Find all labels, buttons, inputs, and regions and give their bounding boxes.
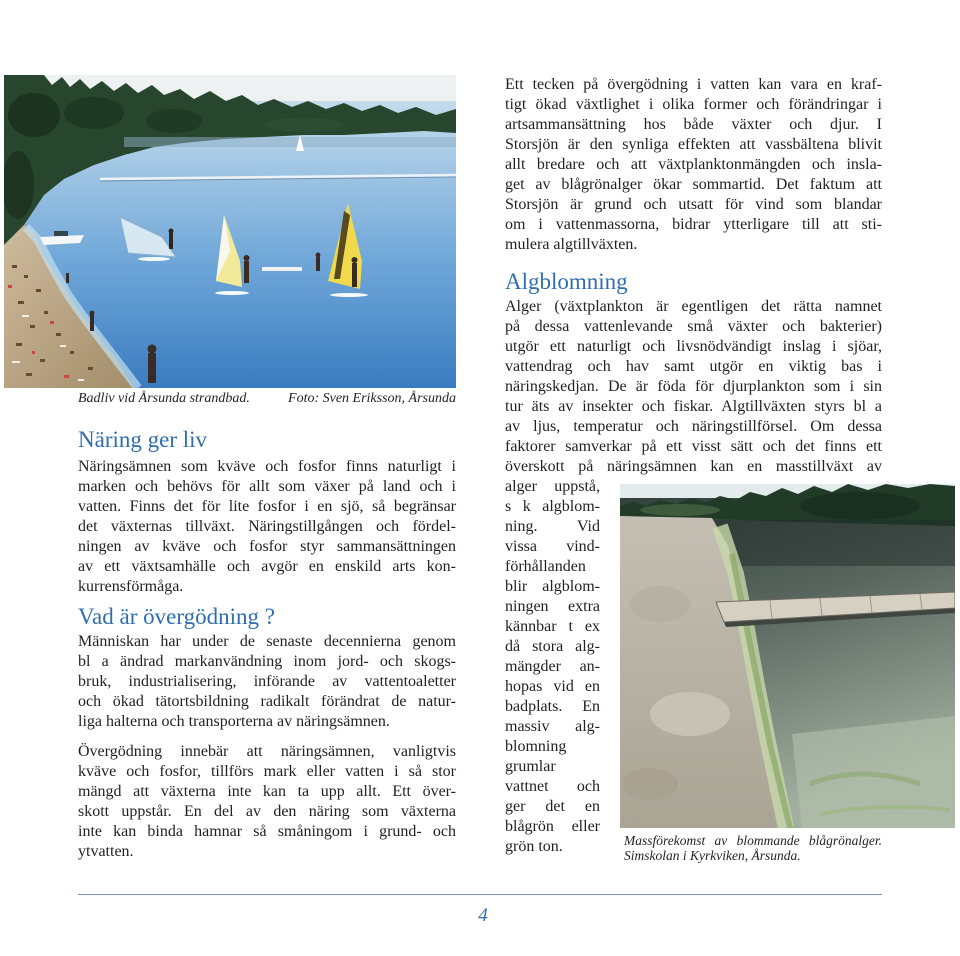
paragraph-intro	[505, 75, 882, 255]
text-line: mulera algtillväxten.	[505, 236, 638, 253]
text-line: ning. Vid	[505, 518, 600, 535]
text-line: förhållanden	[505, 558, 586, 575]
text-line: blir algblom-	[505, 578, 600, 595]
text-line: massiv alg-	[505, 718, 600, 735]
text-line: ytvatten.	[78, 843, 134, 860]
paragraph-overgodning-2	[78, 742, 456, 862]
paragraph-algblomning-narrow	[505, 477, 600, 857]
text-line: skott uppstår. En del av den näring som växterna	[78, 803, 456, 820]
text-line: vattnet och	[505, 778, 600, 795]
text-line: vattendrag och hav samt utgör en viktig bas i	[505, 358, 882, 375]
text-line: inte kan binda hamnar så småningom i grund- och	[78, 823, 456, 840]
heading-naring: Näring ger liv	[78, 427, 208, 452]
text-line: Ett tecken på övergödning i vatten kan vara en kraf-	[505, 76, 882, 93]
text-line: om i vattenmassorna, bidrar ytterligare till att sti-	[505, 216, 882, 233]
text-line: bruk, industrialisering, införande av vattentoaletter	[78, 673, 456, 690]
text-line: kväve och fosfor, tillförs mark eller vatten i så stor	[78, 763, 456, 780]
text-line: badplats. En	[505, 698, 600, 715]
text-line: alger uppstå,	[505, 478, 600, 495]
text-line: grumlar	[505, 758, 556, 775]
text-line: Människan har under de senaste decennierna genom	[78, 633, 456, 650]
text-line: av ett växtsamhälle och avgör en enskild arts kon-	[78, 558, 456, 575]
windsurfing-beach-photo	[4, 75, 456, 388]
text-line: bl a ändrad markanvändning inom jord- och skogs-	[78, 653, 456, 670]
paragraph-algblomning-wide	[505, 297, 882, 477]
text-line: näringskedjan. De är föda för djurplankton som i sin	[505, 378, 882, 395]
text-line: blomning	[505, 738, 567, 755]
paragraph-naring	[78, 457, 456, 597]
text-line: s k algblom-	[505, 498, 600, 515]
text-line: Näringsämnen som kväve och fosfor finns naturligt i	[78, 458, 456, 475]
top-photo-caption: Badliv vid Årsunda strandbad.	[78, 391, 250, 406]
paragraph-overgodning-1	[78, 632, 456, 732]
text-line: get av blågrönalger ökar sommartid. Det faktum att	[505, 176, 882, 193]
text-line: vissa vind-	[505, 538, 600, 555]
text-line: av ljus, temperatur och näringstillförsel. Om dessa	[505, 418, 882, 435]
heading-overgodning: Vad är övergödning ?	[78, 604, 275, 629]
text-line: Övergödning innebär att näringsämnen, vanligtvis	[78, 743, 456, 760]
photo-credit: Foto: Sven Eriksson, Årsunda	[288, 391, 456, 406]
floating-platform	[262, 267, 302, 271]
text-line: vatten. Finns det för lite fosfor i en sjö, så begränsar	[78, 498, 456, 515]
algae-bloom-photo	[620, 484, 955, 828]
text-line: mängd att växterna inte kan ta upp allt. Ett över-	[78, 783, 456, 800]
right-photo-caption-1: Massförekomst av blommande blågrönalger.	[624, 833, 882, 848]
text-line: blågrön eller	[505, 818, 600, 835]
text-line: hopas vid en	[505, 678, 600, 695]
text-line: mängder an-	[505, 658, 600, 675]
text-line: överskott på näringsämnen kan en masstillväxt av	[505, 458, 882, 475]
text-line: ningen av kväve och fosfor styr sammansättningen	[78, 538, 456, 555]
text-line: tur äts av insekter och fiskar. Algtillväxten styrs bl a	[505, 398, 882, 415]
text-line: allt bredare och att växtplanktonmängden och insla-	[505, 156, 882, 173]
text-line: det växternas tillväxt. Näringstillgången och fördel-	[78, 518, 456, 535]
text-line: ger det en	[505, 798, 600, 815]
right-photo-caption-2: Simskolan i Kyrkviken, Årsunda.	[624, 848, 801, 863]
text-line: Storsjön är grund och utsatt för vind som blandar	[505, 196, 882, 213]
text-line: utgör ett naturligt och livsnödvändigt inslag i sjöar,	[505, 338, 882, 355]
text-line: tigt ökad växtlighet i olika former och förändringar i	[505, 96, 882, 113]
text-line: faktorer samverkar på ett visst sätt och det finns ett	[505, 438, 882, 455]
page-number: 4	[478, 905, 488, 926]
text-line: liga halterna och transporterna av näringsämnen.	[78, 713, 390, 730]
text-line: artsammansättning hos både växter och djur. I	[505, 116, 882, 133]
text-line: på dessa vattenlevande små växter och bakterier)	[505, 318, 882, 335]
text-line: ningen extra	[505, 598, 600, 615]
text-line: marken och behövs för allt som växer på land och i	[78, 478, 456, 495]
top-photo-caption-row	[78, 390, 456, 407]
text-line: kurrensförmåga.	[78, 578, 184, 595]
footer-rule	[78, 894, 882, 895]
text-line: Storsjön är den synliga effekten att vassbältena blivit	[505, 136, 882, 153]
text-line: Alger (växtplankton är egentligen det rätta namnet	[505, 298, 882, 315]
text-line: kännbar t ex	[505, 618, 600, 635]
text-line: och ökad tätortsbildning radikalt förändrat de natur-	[78, 693, 456, 710]
heading-algblomning: Algblomning	[505, 269, 628, 294]
text-line: grön ton.	[505, 838, 563, 855]
text-line: då stora alg-	[505, 638, 600, 655]
